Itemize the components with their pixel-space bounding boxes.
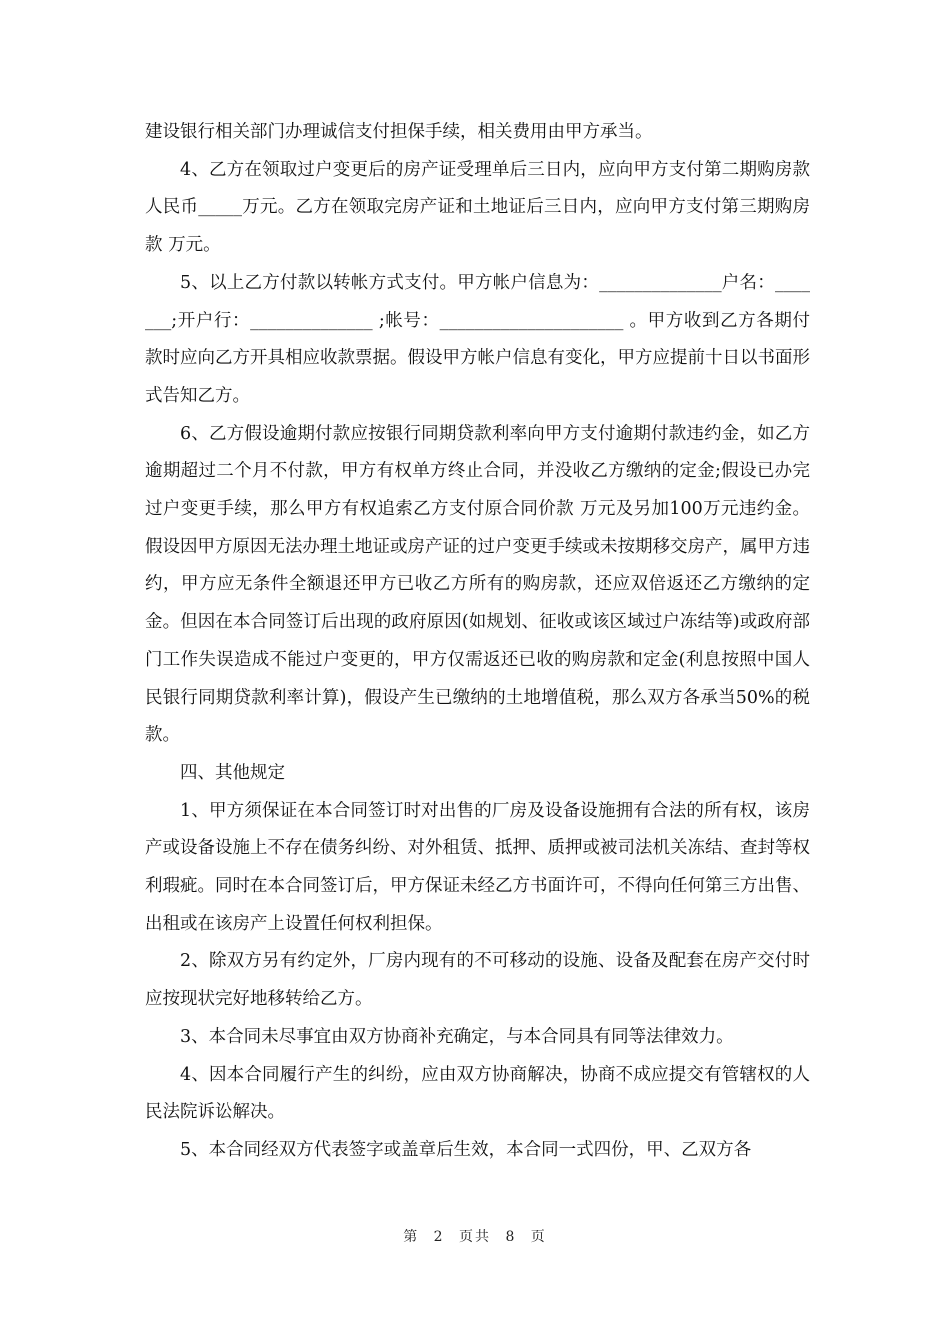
document-body [145,114,810,1170]
paragraph-clause-5-transfer: 5、以上乙方付款以转帐方式支付。甲方帐户信息为：______________户名：_______;开户行：______________ ;帐号：_____________________ 。甲方收到乙方各期付款时应向乙方开具相应收款票据。假设甲方帐户信息有变化，甲方应提前十日以书面形式告知乙方。 [145,272,810,406]
paragraph-other-1: 1、甲方须保证在本合同签订时对出售的厂房及设备设施拥有合法的所有权，该房产或设备设施上不存在债务纠纷、对外租赁、抵押、质押或被司法机关冻结、查封等权利瑕疵。同时在本合同签订后，甲方保证未经乙方书面许可，不得向任何第三方出售、出租或在该房产上设置任何权利担保。 [145,800,810,934]
page-number-footer: 第 2 页共 8 页 [403,1229,547,1245]
paragraph-other-3: 3、本合同未尽事宜由双方协商补充确定，与本合同具有同等法律效力。 [180,1026,734,1047]
paragraph-clause-4-payment: 4、乙方在领取过户变更后的房产证受理单后三日内，应向甲方支付第二期购房款人民币_____万元。乙方在领取完房产证和土地证后三日内，应向甲方支付第三期购房款 万元。 [145,159,810,256]
paragraph-other-2: 2、除双方另有约定外，厂房内现有的不可移动的设施、设备及配套在房产交付时应按现状完好地移转给乙方。 [145,951,810,1010]
paragraph-clause-6-penalty: 6、乙方假设逾期付款应按银行同期贷款利率向甲方支付逾期付款违约金，如乙方逾期超过二个月不付款，甲方有权单方终止合同，并没收乙方缴纳的定金;假设已办完过户变更手续，那么甲方有权追索乙方支付原合同价款 万元及另加100万元违约金。假设因甲方原因无法办理土地证或房产证的过户变更手续或未按期移交房产，属甲方违约，甲方应无条件全额退还甲方已收乙方所有的购房款，还应双倍返还乙方缴纳的定金。但因在本合同签订后出现的政府原因(如规划、征收或该区域过户冻结等)或政府部门工作失误造成不能过户变更的，甲方仅需返还已收的购房款和定金(利息按照中国人民银行同期贷款利率计算)，假设产生已缴纳的土地增值税，那么双方各承当50%的税款。 [145,423,810,746]
paragraph-other-5: 5、本合同经双方代表签字或盖章后生效，本合同一式四份，甲、乙双方各 [180,1139,752,1160]
paragraph-other-4: 4、因本合同履行产生的纠纷，应由双方协商解决，协商不成应提交有管辖权的人民法院诉讼解决。 [145,1064,810,1123]
paragraph-continuation: 建设银行相关部门办理诚信支付担保手续，相关费用由甲方承当。 [145,122,653,142]
section-heading-other-provisions: 四、其他规定 [180,762,285,783]
